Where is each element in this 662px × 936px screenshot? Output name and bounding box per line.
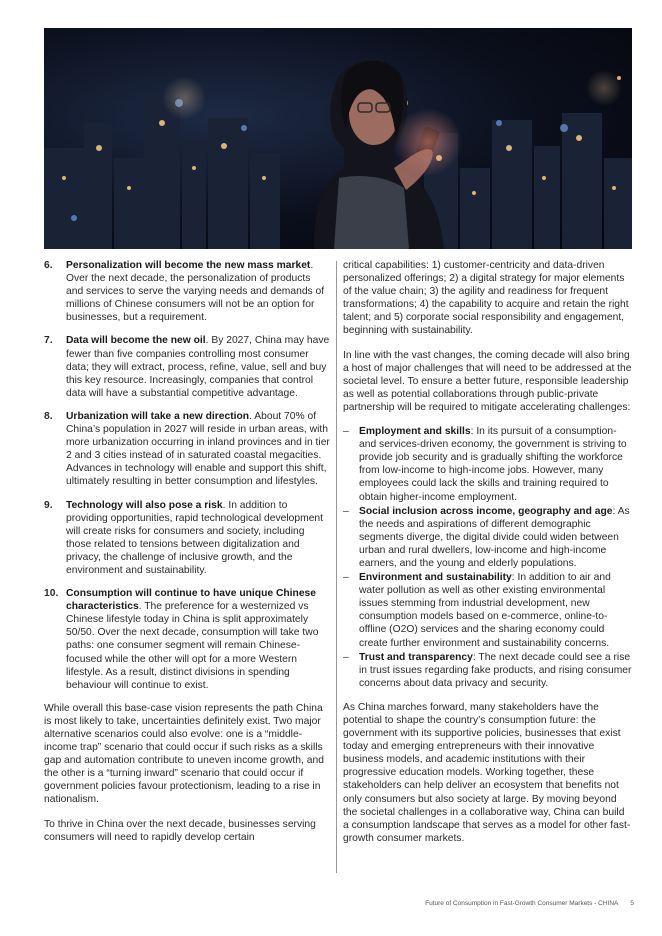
list-item-text: . In addition to providing opportunities, rapid technological development will create risks for consumers and society, including those related to tensions between digitalization and privacy, the challenge of inclusive growth, and the environment and sustainability. (66, 499, 324, 576)
closing-paragraph: As China marches forward, many stakeholders have the potential to shape the country’s consumption future: the government with its supportive policies, businesses that exist today and emerging entrepreneurs with their innovative business models, and academic institutions with their progressive education models. Working together, these stakeholders can help deliver an ecosystem that benefits not only consumers but also society at large. By moving beyond the societal challenges in a collaborative way, China can build a consumption landscape that serves as a model for other fast-growth consumer markets. (343, 701, 631, 844)
page-number: 5 (630, 900, 634, 907)
dash-bullet: – (343, 572, 349, 584)
list-item-text: . Over the next decade, the personalization of products and services to serve the varying needs and demands of millions of Chinese consumers will not be an option for businesses, but a requirement. (66, 260, 325, 324)
list-item (44, 587, 330, 692)
list-item (44, 259, 330, 324)
list-item (343, 571, 632, 650)
list-item-text: . By 2027, China may have fewer than five companies controlling most consumer data; they will extract, process, refine, value, sell and buy this key resource. Increasingly, companies that control data will have a substantial competitive advantage. (66, 335, 330, 399)
dash-bullet: – (343, 505, 349, 517)
list-item-title: Data will become the new oil (66, 335, 206, 347)
column-divider (336, 261, 337, 873)
list-item-text: . The preference for a westernized vs Chinese lifestyle today in China is split approximately 50/50. Over the next decade, consumption will take two paths: one consumer segment will remain Chinese-focused while the other will opt for a more Western lifestyle. As a result, distinct divisions in spending behaviour will continue to exist. (66, 601, 319, 691)
list-item (343, 425, 632, 504)
list-item (44, 499, 330, 578)
list-item (343, 505, 632, 570)
list-item-title: Consumption will continue to have unique Chinese characteristics (66, 588, 316, 613)
list-item (44, 334, 330, 399)
list-item-text: : The next decade could see a rise in trust issues regarding fake products, and rising consumer concerns about data privacy and security. (359, 651, 632, 689)
list-item-text: . About 70% of China’s population in 2027 will reside in urban areas, with more urbanization occurring in inland provinces and in tier 2 and 3 cities instead of in saturated coastal megacities. Advances in technology will enable and support this shift, ultimately resulting in better consumption and lifestyles. (66, 410, 330, 488)
page-footer (0, 900, 634, 907)
hero-photo (44, 28, 632, 249)
list-number: 6. (44, 260, 53, 271)
list-item-title: Trust and transparency (359, 651, 473, 663)
body-paragraph: In line with the vast changes, the coming decade will also bring a host of major challenges that will need to be addressed at the societal level. To ensure a better future, responsible leadership as well as potential collaborations through public-private partnership will be required to mitigate accelerating challenges: (343, 349, 632, 413)
list-number: 7. (44, 335, 53, 347)
list-item-title: Environment and sustainability (359, 572, 512, 584)
list-item (343, 651, 632, 690)
list-item-title: Social inclusion across income, geography and age (359, 505, 613, 517)
list-item-title: Employment and skills (359, 426, 471, 438)
body-paragraph: To thrive in China over the next decade, businesses serving consumers will need to rapidly develop certain (44, 818, 316, 843)
list-number: 8. (44, 410, 53, 422)
list-item (44, 410, 330, 489)
list-number: 9. (44, 499, 53, 511)
body-paragraph: critical capabilities: 1) customer-centricity and data-driven personalized offerings; 2) a digital strategy for major elements of the value chain; 3) the agility and readiness for frequent transformations; 4) the capability to acquire and retain the right talent; and 5) corporate social responsibility and engagement, beginning with sustainability. (343, 260, 629, 337)
list-number: 10. (44, 588, 59, 600)
footer-title: Future of Consumption in Fast-Growth Consumer Markets - CHINA (425, 900, 619, 907)
list-item-text: : As the needs and aspirations of different demographic segments diverge, the digital divide could widen between urban and rural dwellers, low-income and high-income earners, and the young and elderly populations. (359, 505, 630, 569)
left-column (44, 259, 330, 855)
right-column (343, 259, 632, 856)
list-item-text: : In its pursuit of a consumption- and services-driven economy, the government is striving to provide job security and is gradually shifting the workforce from low-income to high-income jobs. However, many employees could lack the skills and training required to obtain higher-income employment. (359, 426, 627, 503)
numbered-list (44, 259, 330, 692)
list-item-title: Personalization will become the new mass market (66, 260, 311, 271)
body-paragraph: While overall this base-case vision represents the path China is most likely to take, uncertainties definitely exist. Two major alternative scenarios could also evolve: one is a “middle-income trap” scenario that could occur if such risks as a skills gap and automation contribute to uneven income growth, and the other is a “turning inward” scenario that could occur if government policies favour protectionism, leading to a rise in nationalism. (44, 702, 324, 806)
dash-bullet: – (343, 426, 349, 438)
challenges-list (343, 425, 632, 690)
list-item-title: Technology will also pose a risk (66, 499, 223, 511)
dash-bullet: – (343, 651, 349, 663)
list-item-title: Urbanization will take a new direction (66, 410, 250, 422)
list-item-text: : In addition to air and water pollution as well as other existing environmental issues stemming from industrial development, new consumption models based on e-commerce, online-to-offline (O2O) services and the sharing economy could create further environment and sustainability concerns. (359, 572, 611, 649)
